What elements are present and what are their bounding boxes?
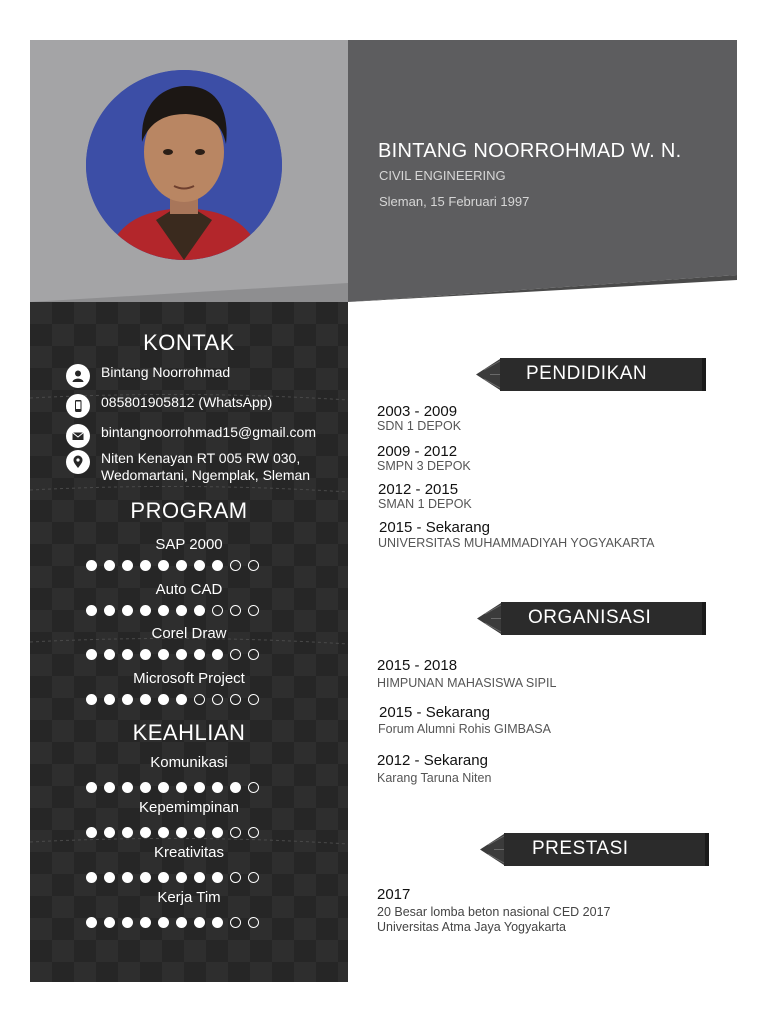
skill-title: KEAHLIAN bbox=[132, 720, 246, 745]
rating-dot-filled bbox=[230, 782, 241, 793]
job-title: CIVIL ENGINEERING bbox=[379, 168, 506, 183]
rating-dot-filled bbox=[86, 782, 97, 793]
org-place-3: Karang Taruna Niten bbox=[377, 771, 492, 785]
contact-name-text: Bintang Noorrohmad bbox=[101, 364, 231, 380]
rating-dot-filled bbox=[104, 694, 115, 705]
rating-dot-empty bbox=[248, 917, 259, 928]
rating-dot-empty bbox=[248, 827, 259, 838]
rating-dot-filled bbox=[176, 827, 187, 838]
rating-dot-filled bbox=[140, 827, 151, 838]
program-rating bbox=[86, 560, 259, 571]
org-year-1: 2015 - 2018 bbox=[377, 657, 458, 674]
rating-dot-empty bbox=[230, 694, 241, 705]
location-icon bbox=[66, 450, 90, 474]
rating-dot-empty bbox=[248, 694, 259, 705]
contact-title: KONTAK bbox=[143, 330, 235, 355]
program-name: SAP 2000 bbox=[155, 536, 223, 553]
rating-dot-filled bbox=[194, 827, 205, 838]
pendidikan-tag bbox=[476, 356, 707, 393]
rating-dot-filled bbox=[104, 827, 115, 838]
rating-dot-empty bbox=[230, 917, 241, 928]
organisasi-tag bbox=[477, 600, 707, 637]
rating-dot-filled bbox=[176, 605, 187, 616]
contact-phone bbox=[66, 394, 272, 418]
edu-year-1: 2003 - 2009 bbox=[377, 403, 458, 420]
rating-dot-empty bbox=[248, 560, 259, 571]
pendidikan-title: PENDIDIKAN bbox=[526, 363, 648, 384]
rating-dot-filled bbox=[212, 827, 223, 838]
contact-email bbox=[66, 424, 316, 448]
rating-dot-empty bbox=[230, 649, 241, 660]
edu-place-1: SDN 1 DEPOK bbox=[377, 419, 462, 433]
rating-dot-filled bbox=[212, 649, 223, 660]
rating-dot-filled bbox=[176, 560, 187, 571]
rating-dot-filled bbox=[122, 605, 133, 616]
rating-dot-filled bbox=[194, 605, 205, 616]
rating-dot-filled bbox=[104, 605, 115, 616]
rating-dot-filled bbox=[140, 872, 151, 883]
skill-rating bbox=[86, 827, 259, 838]
rating-dot-empty bbox=[230, 872, 241, 883]
org-year-3: 2012 - Sekarang bbox=[377, 752, 488, 769]
rating-dot-filled bbox=[176, 917, 187, 928]
rating-dot-empty bbox=[194, 694, 205, 705]
skill-rating bbox=[86, 917, 259, 928]
rating-dot-filled bbox=[122, 649, 133, 660]
header-divider bbox=[30, 255, 348, 302]
edu-year-3: 2012 - 2015 bbox=[378, 481, 459, 498]
contact-address-line2: Wedomartani, Ngemplak, Sleman bbox=[101, 467, 311, 483]
rating-dot-filled bbox=[86, 872, 97, 883]
rating-dot-filled bbox=[158, 827, 169, 838]
program-name: Corel Draw bbox=[151, 625, 227, 642]
program-rating bbox=[86, 649, 259, 660]
rating-dot-filled bbox=[86, 917, 97, 928]
rating-dot-filled bbox=[212, 872, 223, 883]
org-place-1: HIMPUNAN MAHASISWA SIPIL bbox=[377, 676, 557, 690]
rating-dot-filled bbox=[194, 917, 205, 928]
skill-name: Kreativitas bbox=[153, 844, 225, 861]
rating-dot-filled bbox=[104, 872, 115, 883]
rating-dot-filled bbox=[176, 872, 187, 883]
rating-dot-filled bbox=[212, 782, 223, 793]
rating-dot-filled bbox=[140, 605, 151, 616]
rating-dot-filled bbox=[176, 694, 187, 705]
rating-dot-filled bbox=[122, 560, 133, 571]
rating-dot-filled bbox=[212, 560, 223, 571]
program-name: Microsoft Project bbox=[133, 669, 245, 687]
prestasi-line-1: 20 Besar lomba beton nasional CED 2017 bbox=[377, 905, 611, 919]
rating-dot-filled bbox=[158, 560, 169, 571]
skill-name: Komunikasi bbox=[150, 754, 228, 771]
rating-dot-filled bbox=[194, 560, 205, 571]
rating-dot-filled bbox=[122, 782, 133, 793]
rating-dot-filled bbox=[158, 605, 169, 616]
organisasi-title: ORGANISASI bbox=[528, 607, 652, 628]
rating-dot-filled bbox=[140, 649, 151, 660]
program-rating bbox=[86, 605, 259, 616]
contact-name bbox=[66, 364, 230, 388]
sidebar bbox=[30, 302, 348, 982]
profile-photo bbox=[86, 70, 282, 260]
rating-dot-filled bbox=[122, 917, 133, 928]
rating-dot-filled bbox=[176, 782, 187, 793]
rating-dot-filled bbox=[194, 649, 205, 660]
rating-dot-filled bbox=[158, 782, 169, 793]
person-icon bbox=[66, 364, 90, 388]
rating-dot-empty bbox=[212, 694, 223, 705]
rating-dot-filled bbox=[122, 872, 133, 883]
rating-dot-filled bbox=[176, 649, 187, 660]
person-name: BINTANG NOORROHMAD W. N. bbox=[378, 140, 682, 162]
rating-dot-filled bbox=[104, 649, 115, 660]
rating-dot-empty bbox=[248, 605, 259, 616]
rating-dot-filled bbox=[86, 827, 97, 838]
rating-dot-filled bbox=[122, 694, 133, 705]
rating-dot-empty bbox=[248, 872, 259, 883]
rating-dot-filled bbox=[140, 694, 151, 705]
program-title: PROGRAM bbox=[130, 498, 248, 523]
contact-address-line1: Niten Kenayan RT 005 RW 030, bbox=[101, 450, 301, 466]
edu-year-2: 2009 - 2012 bbox=[377, 443, 458, 460]
org-place-2: Forum Alumni Rohis GIMBASA bbox=[378, 722, 551, 736]
contact-email-text[interactable]: bintangnoorrohmad15@gmail.com bbox=[101, 424, 316, 440]
rating-dot-empty bbox=[248, 782, 259, 793]
rating-dot-empty bbox=[248, 649, 259, 660]
rating-dot-filled bbox=[104, 917, 115, 928]
rating-dot-filled bbox=[140, 917, 151, 928]
rating-dot-filled bbox=[86, 605, 97, 616]
rating-dot-filled bbox=[86, 649, 97, 660]
rating-dot-filled bbox=[86, 694, 97, 705]
rating-dot-empty bbox=[212, 605, 223, 616]
prestasi-year-1: 2017 bbox=[377, 886, 411, 903]
rating-dot-empty bbox=[230, 827, 241, 838]
skill-rating bbox=[86, 782, 259, 793]
edu-place-2: SMPN 3 DEPOK bbox=[377, 459, 471, 473]
rating-dot-filled bbox=[194, 782, 205, 793]
skill-name: Kepemimpinan bbox=[138, 799, 240, 816]
prestasi-title: PRESTASI bbox=[532, 838, 629, 859]
rating-dot-filled bbox=[122, 827, 133, 838]
rating-dot-filled bbox=[86, 560, 97, 571]
phone-icon bbox=[66, 394, 90, 418]
rating-dot-filled bbox=[104, 560, 115, 571]
rating-dot-filled bbox=[140, 782, 151, 793]
prestasi-line-2: Universitas Atma Jaya Yogyakarta bbox=[377, 920, 566, 934]
rating-dot-filled bbox=[212, 917, 223, 928]
prestasi-tag bbox=[480, 831, 710, 868]
birth-info: Sleman, 15 Februari 1997 bbox=[379, 194, 530, 209]
mail-icon bbox=[66, 424, 90, 448]
rating-dot-filled bbox=[158, 872, 169, 883]
rating-dot-filled bbox=[140, 560, 151, 571]
rating-dot-filled bbox=[194, 872, 205, 883]
edu-place-4: UNIVERSITAS MUHAMMADIYAH YOGYAKARTA bbox=[378, 536, 655, 550]
rating-dot-filled bbox=[158, 694, 169, 705]
edu-year-4: 2015 - Sekarang bbox=[379, 519, 490, 536]
program-rating bbox=[86, 694, 259, 705]
contact-address bbox=[66, 450, 310, 484]
skill-name: Kerja Tim bbox=[157, 889, 221, 906]
rating-dot-empty bbox=[230, 605, 241, 616]
edu-place-3: SMAN 1 DEPOK bbox=[378, 497, 472, 511]
rating-dot-filled bbox=[104, 782, 115, 793]
rating-dot-filled bbox=[158, 649, 169, 660]
skill-rating bbox=[86, 872, 259, 883]
contact-phone-text[interactable]: 085801905812 (WhatsApp) bbox=[101, 394, 273, 410]
rating-dot-filled bbox=[158, 917, 169, 928]
rating-dot-empty bbox=[230, 560, 241, 571]
program-name: Auto CAD bbox=[155, 580, 223, 598]
org-year-2: 2015 - Sekarang bbox=[379, 704, 490, 721]
